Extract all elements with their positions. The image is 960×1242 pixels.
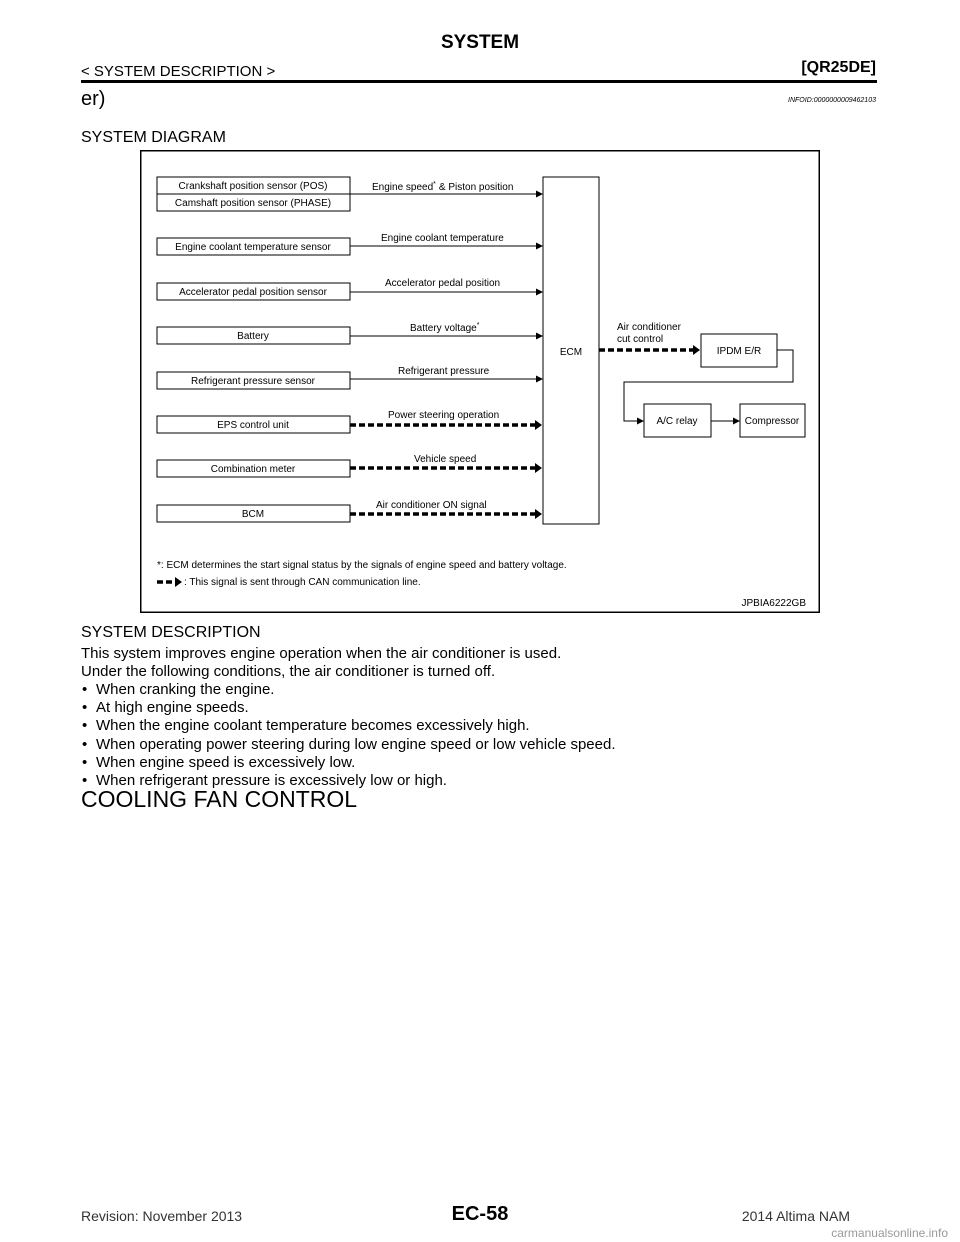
revision-date: Revision: November 2013	[81, 1208, 243, 1224]
ecm-label: ECM	[559, 347, 583, 358]
header-rule	[81, 80, 877, 83]
svg-text:EPS control unit: EPS control unit	[217, 420, 289, 431]
ipdm-label: IPDM E/R	[716, 346, 762, 357]
section-path: < SYSTEM DESCRIPTION >	[81, 63, 276, 80]
svg-text:Engine coolant temperature sen: Engine coolant temperature sensor	[175, 242, 331, 253]
diagram-footnote: *: ECM determines the start signal status by the signals of engine speed and battery voltage.	[157, 560, 567, 571]
engine-code: [QR25DE]	[801, 59, 876, 76]
input-box-accelerator-sensor	[157, 283, 350, 300]
svg-text:Camshaft position sensor (PHAS: Camshaft position sensor (PHASE)	[174, 198, 332, 209]
svg-text:Crankshaft position sensor (PO: Crankshaft position sensor (POS)	[178, 181, 328, 192]
list-item: • When engine speed is excessively low.	[81, 754, 616, 772]
next-section-title: COOLING FAN CONTROL	[81, 786, 358, 812]
input-box-eps-control-unit	[157, 416, 350, 433]
signal-label-engine-speed: Engine speed* & Piston position	[372, 181, 514, 193]
input-box-crankshaft	[157, 177, 350, 194]
compressor-label: Compressor	[744, 416, 800, 427]
list-item: • At high engine speeds.	[81, 699, 616, 717]
page-header-title: SYSTEM	[440, 32, 520, 53]
svg-text:Combination meter: Combination meter	[210, 464, 296, 475]
input-box-refrigerant-sensor	[157, 372, 350, 389]
svg-text:BCM: BCM	[241, 509, 265, 520]
condition-list	[81, 681, 616, 790]
input-box-coolant-sensor	[157, 238, 350, 255]
system-diagram-heading: SYSTEM DIAGRAM	[81, 129, 226, 146]
input-box-battery	[157, 327, 350, 344]
description-paragraph-1: This system improves engine operation when the air conditioner is used.	[81, 645, 562, 662]
input-box-camshaft	[157, 194, 350, 211]
system-description-heading: SYSTEM DESCRIPTION	[81, 624, 261, 641]
list-item: • When refrigerant pressure is excessively low or high.	[81, 772, 616, 790]
model-name: 2014 Altima NAM	[741, 1208, 850, 1224]
ac-relay-label: A/C relay	[656, 416, 698, 427]
signal-label-ac-on: Air conditioner ON signal	[376, 500, 487, 511]
figure-id: JPBIA6222GB	[741, 598, 806, 609]
signal-label-refrigerant: Refrigerant pressure	[398, 366, 490, 377]
can-legend-text: : This signal is sent through CAN communication line.	[184, 577, 421, 588]
input-box-bcm	[157, 505, 350, 522]
signal-label-power-steering: Power steering operation	[388, 410, 500, 421]
svg-text:Battery: Battery	[237, 331, 269, 342]
description-paragraph-2: Under the following conditions, the air conditioner is turned off.	[81, 663, 496, 680]
system-diagram	[140, 150, 820, 613]
signal-label-coolant: Engine coolant temperature	[381, 233, 504, 244]
signal-label-battery: Battery voltage*	[410, 322, 480, 334]
info-id: INFOID:0000000009462103	[788, 97, 876, 104]
svg-text:Refrigerant pressure sensor: Refrigerant pressure sensor	[191, 376, 315, 387]
list-item: • When the engine coolant temperature becomes excessively high.	[81, 717, 616, 735]
section-title: er)	[81, 88, 106, 110]
output-signal-label-2: cut control	[617, 334, 664, 345]
list-item: • When cranking the engine.	[81, 681, 616, 699]
page-number: EC-58	[451, 1203, 509, 1225]
list-item: • When operating power steering during low engine speed or low vehicle speed.	[81, 736, 616, 754]
svg-text:Accelerator pedal position sen: Accelerator pedal position sensor	[179, 287, 327, 298]
input-box-combination-meter	[157, 460, 350, 477]
signal-label-accelerator: Accelerator pedal position	[385, 278, 501, 289]
signal-label-vehicle-speed: Vehicle speed	[414, 454, 477, 465]
watermark: carmanualsonline.info	[831, 1226, 948, 1240]
output-signal-label-1: Air conditioner	[617, 322, 681, 333]
